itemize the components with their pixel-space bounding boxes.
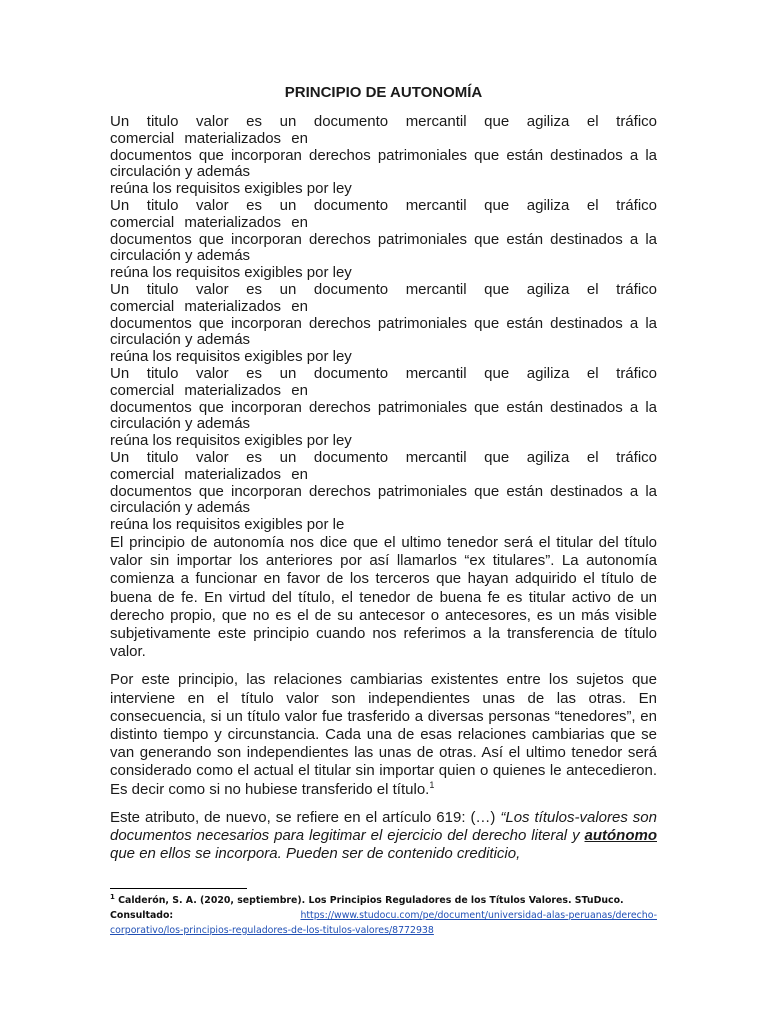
footnote-link-row (110, 923, 657, 938)
text-line: comercial materializados en (110, 129, 308, 147)
paragraph-text: Este atributo, de nuevo, se refiere en el artículo 619: (…) (110, 808, 501, 826)
text-line: comercial materializados en (110, 465, 308, 483)
document-title: PRINCIPIO DE AUTONOMÍA (284, 84, 483, 101)
text-line: comercial materializados en (110, 297, 308, 315)
footnote-link[interactable]: https://www.studocu.com/pe/document/universidad-alas-peruanas/derecho- (300, 910, 657, 921)
text-line: documentos que incorporan derechos patrimoniales que están destinados a la (110, 482, 657, 500)
text-line: Un titulo valor es un documento mercantil que agiliza el tráfico (110, 448, 657, 466)
text-line: circulación y además (110, 163, 251, 181)
quote-text: “Los títulos-valores son documentos necesarios para legitimar el ejercicio del derecho literal y (110, 808, 657, 844)
footnote-consulted-row (110, 908, 657, 923)
text-line: comercial materializados en (110, 213, 308, 231)
text-line: reúna los requisitos exigibles por ley (110, 348, 352, 366)
footnote-number: 1 (110, 892, 115, 901)
repeated-block (110, 198, 657, 282)
quote-text: que en ellos se incorpora. Pueden ser de contenido crediticio, (110, 845, 521, 863)
footnote-citation-text: Calderón, S. A. (2020, septiembre). Los Principios Reguladores de los Títulos Valores. STuDuco. (118, 895, 624, 906)
document-page (110, 84, 657, 863)
text-line: Un titulo valor es un documento mercantil que agiliza el tráfico (110, 113, 657, 130)
footnote-citation (110, 893, 657, 908)
text-line: reúna los requisitos exigibles por le (110, 516, 345, 534)
keyword-text: autónomo (584, 826, 657, 844)
text-line: documentos que incorporan derechos patrimoniales que están destinados a la (110, 314, 657, 332)
text-line: circulación y además (110, 247, 251, 265)
paragraph-text: Por este principio, las relaciones cambiarias existentes entre los sujetos que interviene en el título valor son independientes unas de las otras. En consecuencia, si un título valor fue trasferido a diversas personas “tenedores”, en distinto tiempo y circunstancia. Cada una de esas relaciones cambiarias que se van generando son independientes las unas de otras. Así el ultimo tenedor será considerado como el actual el titular sin importar quien o quienes le antecedieron. Es decir como si no hubiese transferido el título. (110, 671, 657, 798)
footnote-consulted-label: Consultado: (110, 910, 174, 921)
repeated-block (110, 114, 657, 198)
text-line: reúna los requisitos exigibles por ley (110, 180, 352, 198)
text-line: Un titulo valor es un documento mercantil que agiliza el tráfico (110, 280, 657, 298)
repeated-block (110, 366, 657, 450)
paragraph: El principio de autonomía nos dice que el ultimo tenedor será el titular del título valor sin importar los anteriores por así llamarlos “ex titulares”. La autonomía comienza a funcionar en favor de los terceros que hayan adquirido el título de buena de fe. En virtud del título, el tenedor de buena fe es titular activo de un derecho propio, que no es el de su antecesor o antecesores, es un más visible subjetivamente este principio cuando nos referimos a la transferencia de título valor. (110, 533, 657, 661)
text-line: circulación y además (110, 499, 251, 517)
text-line: documentos que incorporan derechos patrimoniales que están destinados a la (110, 398, 657, 416)
text-line: reúna los requisitos exigibles por ley (110, 432, 352, 450)
text-line: circulación y además (110, 415, 251, 433)
footnote-reference[interactable]: 1 (429, 779, 435, 790)
text-line: reúna los requisitos exigibles por ley (110, 264, 352, 282)
text-line: Un titulo valor es un documento mercantil que agiliza el tráfico (110, 196, 657, 214)
text-line: documentos que incorporan derechos patrimoniales que están destinados a la (110, 230, 657, 248)
footnote (110, 893, 657, 938)
text-line: circulación y además (110, 331, 251, 349)
repeated-block (110, 282, 657, 366)
paragraph (110, 671, 657, 798)
footnote-link[interactable]: corporativo/los-principios-reguladores-de-los-titulos-valores/8772938 (110, 925, 434, 936)
text-line: comercial materializados en (110, 381, 308, 399)
text-line: documentos que incorporan derechos patrimoniales que están destinados a la (110, 146, 657, 164)
paragraph (110, 809, 657, 864)
repeated-block (110, 450, 657, 534)
text-line: Un titulo valor es un documento mercantil que agiliza el tráfico (110, 364, 657, 382)
footnote-separator (110, 888, 247, 889)
